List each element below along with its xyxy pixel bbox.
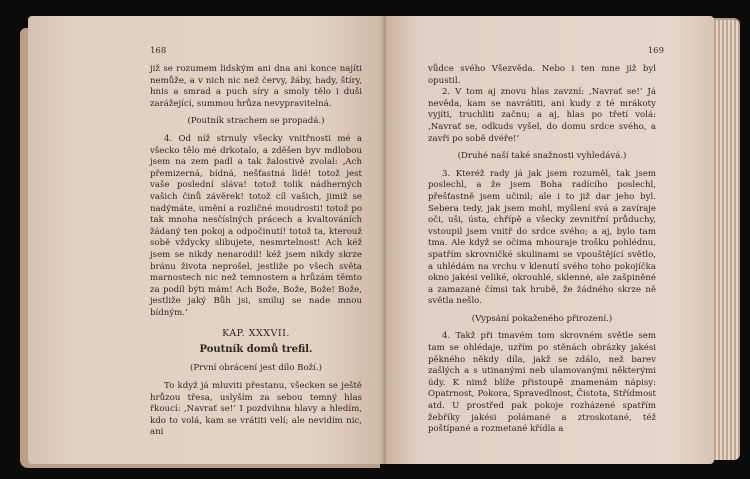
open-book [6, 12, 744, 474]
left-paragraph-final: To když já mluviti přestanu, všecken se ještě hrůzou třesa, uslyším za sebou temný hlas řkoucí: ‚Navrať se!‘ I pozdvihna hlavy a hledím, kdo to volá, kam se vrátiti velí; ale nevidím nic, ani [150, 381, 362, 438]
page-edges [710, 20, 740, 460]
right-text-top: vůdce svého Všezvěda. Nebo i ten mne již byl opustil. [428, 64, 656, 86]
page-number-right: 169 [647, 46, 664, 56]
left-page-text [150, 64, 362, 439]
right-paragraph-3: 3. Kteréž rady já jak jsem rozuměl, tak jsem poslechl, a že jsem Boha radícího poslechl, přešťastně jsem učinil; ale i to již dar jeho byl. Sebera tedy, jak jsem mohl, myšlení svá a zavíraje oči, uši, ústa, chřípě a všecky zevnitřní průduchy, vstoupil jsem vnitř do srdce svého; a aj, bylo tam tma. Ale když se očima mhouraje trošku pohlédnu, spatřím skrovničké skulinami se vpouštějící světlo, a uhlédám na vrchu v klenutí svého toho pokojíčka okno jakési veliké, okrouhlé, sklenné, ale zašpiněné a zamazané čímsi tak hrubě, že žádného skrze ně světla nešlo. [428, 168, 656, 307]
left-caption-2: (První obrácení jest dílo Boží.) [189, 363, 323, 374]
right-page-text [428, 64, 656, 436]
chapter-heading: KAP. XXXVII. [222, 328, 290, 340]
right-paragraph-4: 4. Takž při tmavém tom skrovném světle sem tam se ohlédaje, uzřím po stěnách obrázky jakési pěkného někdy díla, jakž se zdálo, než barev zašlých a s utinanými neb ulamovanými některými údy. K nimž blíže přistoupě znamenám nápisy: Opatrnost, Pokora, Spravedlnost, Čistota, Střídmost atd. U prostřed pak pokoje rozházené spatřím žebříky jakési polámané a ztroskotané, též poštípané a rozmetané křídla a [428, 331, 656, 435]
left-paragraph-4: 4. Od níž strnuly všecky vnitřnosti mé a všecko tělo mé drkotalo, a zděšen byv mdlobou jsem na zem padl a tak žalostivě zvolal: ‚Ach přemizerná, bídná, nešťastná lidé! totož jest vaše poslední sláva! totož tolik nádherných vašich činů závěrek! totož cíl vašich, jimiž se nadýmáte, umění a rozličné moudrosti! totož po tak mnoha nesčíslných prácech a kvaltováních žádaný ten pokoj a odpočinutí! totož ta, kterouž sobě vždycky slibujete, nesmrtelnost! Ach kéž jsem se nikdy nenarodil! kéž jsem nikdy skrze bránu života neprošel, jestliže po všech světa marnostech nic než temnostem a hrůzám těmto za podíl býti mám! Ach Bože, Bože, Bože! Bože, jestliže jaký Bůh jsi, smiluj se nade mnou bídným.‘ [150, 133, 362, 318]
left-text-top: již se rozumem lidským ani dna ani konce najíti nemůže, a v nich nic než červy, žáby, hady, štíry, hnis a smrad a puch síry a smoly tělo i duši zarážející, summou hrůza nevypravitelná. [150, 64, 362, 109]
right-caption-2: (Vypsání pokaženého přirození.) [471, 313, 613, 324]
right-paragraph-2: 2. V tom aj znovu hlas zavzní: ‚Navrať se!‘ Já nevěda, kam se navrátiti, ani kudy z té mrákoty vyjíti, truchliti začnu; a aj, hlas po třetí volá: ‚Navrať se, odkuds vyšel, do domu srdce svého, a zavři po sobě dvéře!‘ [428, 87, 656, 144]
page-number-left: 168 [150, 46, 167, 56]
right-page [386, 16, 714, 464]
right-caption-1: (Druhé naší také snažnosti vyhledává.) [457, 151, 627, 162]
left-page [28, 16, 386, 464]
left-caption-1: (Poutník strachem se propadá.) [187, 116, 325, 127]
chapter-title: Poutník domů trefil. [199, 344, 313, 356]
